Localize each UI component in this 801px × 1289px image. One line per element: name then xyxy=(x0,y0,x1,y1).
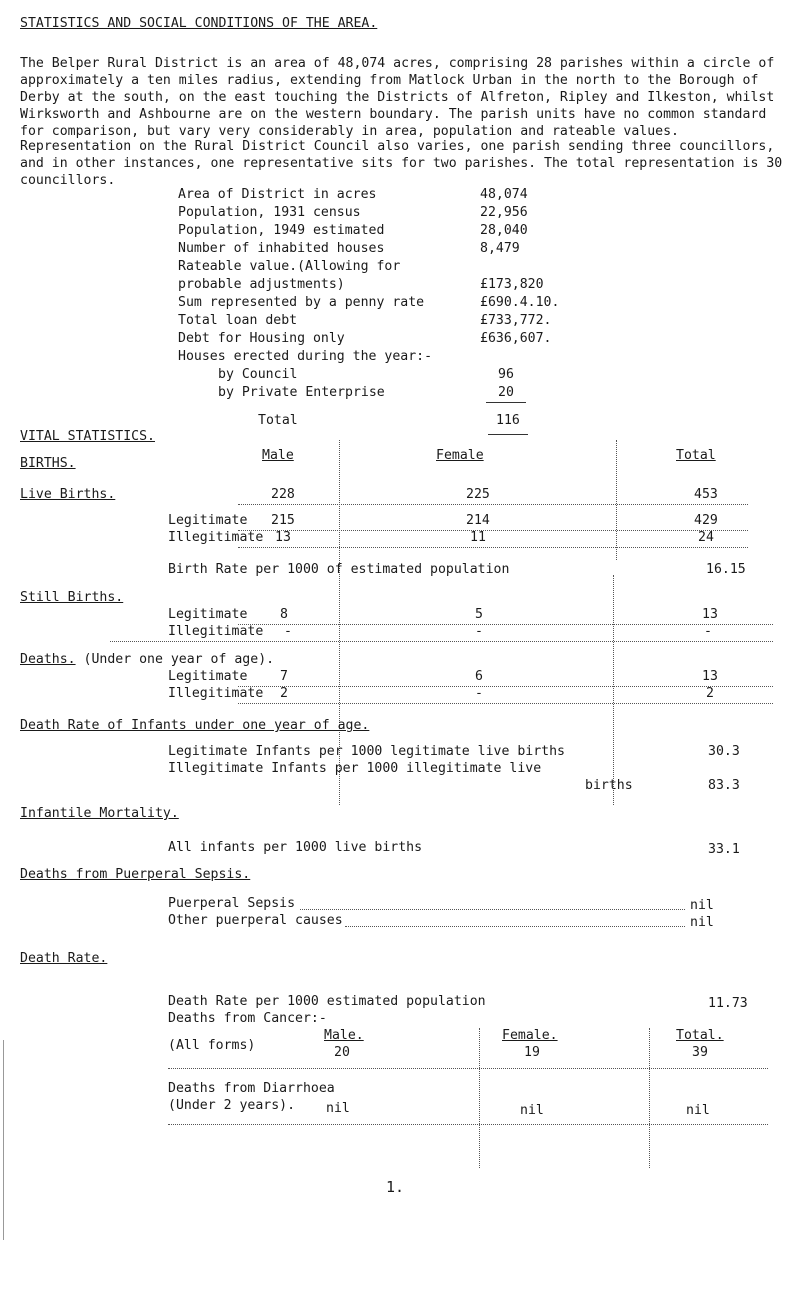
still-illegitimate-male: - xyxy=(284,624,292,639)
legitimate-female: 214 xyxy=(466,513,490,528)
page-edge-mark xyxy=(3,1040,4,1240)
cancer-total-header: Total. xyxy=(676,1028,724,1043)
row-leader xyxy=(168,1068,768,1069)
cancer-male-header: Male. xyxy=(324,1028,364,1043)
still-legitimate-female: 5 xyxy=(475,607,483,622)
infant-death-rate-heading: Death Rate of Infants under one year of age. xyxy=(20,718,370,733)
deaths-illegitimate-label: Illegitimate xyxy=(168,686,264,701)
still-births-heading: Still Births. xyxy=(20,590,124,605)
all-infants-label: All infants per 1000 live births xyxy=(168,840,423,855)
diarrhoea-male-value: nil xyxy=(326,1101,350,1116)
cancer-female-header: Female. xyxy=(502,1028,558,1043)
column-header-total: Total xyxy=(676,448,716,463)
stat-label: probable adjustments) xyxy=(178,277,345,292)
stat-label: Debt for Housing only xyxy=(178,331,345,346)
deaths-under-one-heading: Deaths. (Under one year of age). xyxy=(20,652,275,667)
diarrhoea-label-cont: (Under 2 years). xyxy=(168,1098,296,1113)
death-rate-value: 11.73 xyxy=(708,996,748,1011)
stat-label: Total loan debt xyxy=(178,313,298,328)
row-leader xyxy=(238,686,773,687)
stat-label: by Private Enterprise xyxy=(218,385,385,400)
still-illegitimate-total: - xyxy=(704,624,712,639)
diarrhoea-female-value: nil xyxy=(520,1103,544,1118)
row-leader xyxy=(238,703,773,704)
houses-total-label: Total xyxy=(258,413,298,428)
puerperal-sepsis-label: Puerperal Sepsis xyxy=(168,896,296,911)
deaths-legitimate-label: Legitimate xyxy=(168,669,248,684)
cancer-total-value: 39 xyxy=(692,1045,708,1060)
stat-value: £733,772. xyxy=(480,313,552,328)
illegit-infants-label-cont: births xyxy=(585,778,633,793)
page-number: 1. xyxy=(386,1178,405,1196)
stat-value: 8,479 xyxy=(480,241,520,256)
legitimate-total: 429 xyxy=(694,513,718,528)
legitimate-male: 215 xyxy=(271,513,295,528)
live-births-total: 453 xyxy=(694,487,718,502)
deaths-legitimate-female: 6 xyxy=(475,669,483,684)
other-puerperal-label: Other puerperal causes xyxy=(168,913,343,928)
diarrhoea-label: Deaths from Diarrhoea xyxy=(168,1081,335,1096)
still-legitimate-total: 13 xyxy=(702,607,718,622)
illegitimate-total: 24 xyxy=(698,530,714,545)
row-leader xyxy=(238,547,748,548)
column-separator xyxy=(649,1028,650,1168)
sum-rule xyxy=(486,402,526,403)
total-rule xyxy=(488,434,528,435)
deaths-illegitimate-female: - xyxy=(475,686,483,701)
stat-label: Houses erected during the year:- xyxy=(178,349,433,364)
stat-value: 48,074 xyxy=(480,187,528,202)
column-separator xyxy=(613,575,614,805)
stat-label: Population, 1949 estimated xyxy=(178,223,385,238)
stat-value: 20 xyxy=(498,385,514,400)
intro-paragraph-1: The Belper Rural District is an area of 48,074 acres, comprising 28 parishes within a circle of approximately a ten miles radius, extending from Matlock Urban in the north to the Borough of Derby at the south, on the east touching the Districts of Alfreton, Ripley and Ilkeston, whilst Wirksworth and Ashbourne are on the western boundary. The parish units have no common standard for comparison, but vary very considerably in area, population and rateable values. xyxy=(20,56,775,139)
legitimate-label: Legitimate xyxy=(168,513,248,528)
cancer-male-value: 20 xyxy=(334,1045,350,1060)
dot-leader xyxy=(345,926,685,927)
stat-value: 96 xyxy=(498,367,514,382)
still-legitimate-label: Legitimate xyxy=(168,607,248,622)
still-illegitimate-label: Illegitimate xyxy=(168,624,264,639)
row-leader xyxy=(238,530,748,531)
legit-infants-label: Legitimate Infants per 1000 legitimate live births xyxy=(168,744,565,759)
cancer-label: Deaths from Cancer:- xyxy=(168,1011,327,1026)
live-births-female: 225 xyxy=(466,487,490,502)
birth-rate-value: 16.15 xyxy=(706,562,746,577)
other-puerperal-value: nil xyxy=(690,915,714,930)
death-rate-heading: Death Rate. xyxy=(20,951,108,966)
birth-rate-label: Birth Rate per 1000 of estimated population xyxy=(168,562,510,577)
births-heading: BIRTHS. xyxy=(20,456,76,471)
puerperal-sepsis-value: nil xyxy=(690,898,714,913)
illegitimate-male: 13 xyxy=(275,530,291,545)
infantile-mortality-heading: Infantile Mortality. xyxy=(20,806,179,821)
stat-label: Population, 1931 census xyxy=(178,205,361,220)
deaths-legitimate-total: 13 xyxy=(702,669,718,684)
stat-label: Rateable value.(Allowing for xyxy=(178,259,401,274)
intro-paragraph-2: Representation on the Rural District Council also varies, one parish sending three councillors, and in other instances, one representative sits for two parishes. The total representation is 30 councillors. xyxy=(20,139,783,188)
illegitimate-label: Illegitimate xyxy=(168,530,264,545)
stat-value: £690.4.10. xyxy=(480,295,560,310)
illegit-infants-value: 83.3 xyxy=(708,778,740,793)
stat-value: £173,820 xyxy=(480,277,544,292)
all-infants-value: 33.1 xyxy=(708,842,740,857)
legit-infants-value: 30.3 xyxy=(708,744,740,759)
stat-label: by Council xyxy=(218,367,298,382)
still-legitimate-male: 8 xyxy=(280,607,288,622)
stat-value: £636,607. xyxy=(480,331,552,346)
illegit-infants-label: Illegitimate Infants per 1000 illegitimate live xyxy=(168,761,542,776)
row-leader xyxy=(238,624,773,625)
stat-label: Number of inhabited houses xyxy=(178,241,385,256)
column-separator xyxy=(479,1028,480,1168)
puerperal-heading: Deaths from Puerperal Sepsis. xyxy=(20,867,251,882)
stat-label: Area of District in acres xyxy=(178,187,377,202)
column-separator xyxy=(616,440,617,560)
death-rate-label: Death Rate per 1000 estimated population xyxy=(168,994,486,1009)
stat-value: 28,040 xyxy=(480,223,528,238)
row-leader xyxy=(110,641,773,642)
cancer-forms-label: (All forms) xyxy=(168,1038,256,1053)
deaths-illegitimate-total: 2 xyxy=(706,686,714,701)
stat-label: Sum represented by a penny rate xyxy=(178,295,425,310)
still-illegitimate-female: - xyxy=(475,624,483,639)
column-header-male: Male xyxy=(262,448,294,463)
stat-value: 22,956 xyxy=(480,205,528,220)
deaths-legitimate-male: 7 xyxy=(280,669,288,684)
row-leader xyxy=(168,1124,768,1125)
cancer-female-value: 19 xyxy=(524,1045,540,1060)
column-header-female: Female xyxy=(436,448,484,463)
vital-statistics-heading: VITAL STATISTICS. xyxy=(20,429,155,444)
page-heading: STATISTICS AND SOCIAL CONDITIONS OF THE AREA. xyxy=(20,16,378,31)
diarrhoea-total-value: nil xyxy=(686,1103,710,1118)
illegitimate-female: 11 xyxy=(470,530,486,545)
live-births-label: Live Births. xyxy=(20,487,116,502)
deaths-illegitimate-male: 2 xyxy=(280,686,288,701)
dot-leader xyxy=(300,909,685,910)
live-births-male: 228 xyxy=(271,487,295,502)
row-leader xyxy=(238,504,748,505)
houses-total-value: 116 xyxy=(496,413,520,428)
